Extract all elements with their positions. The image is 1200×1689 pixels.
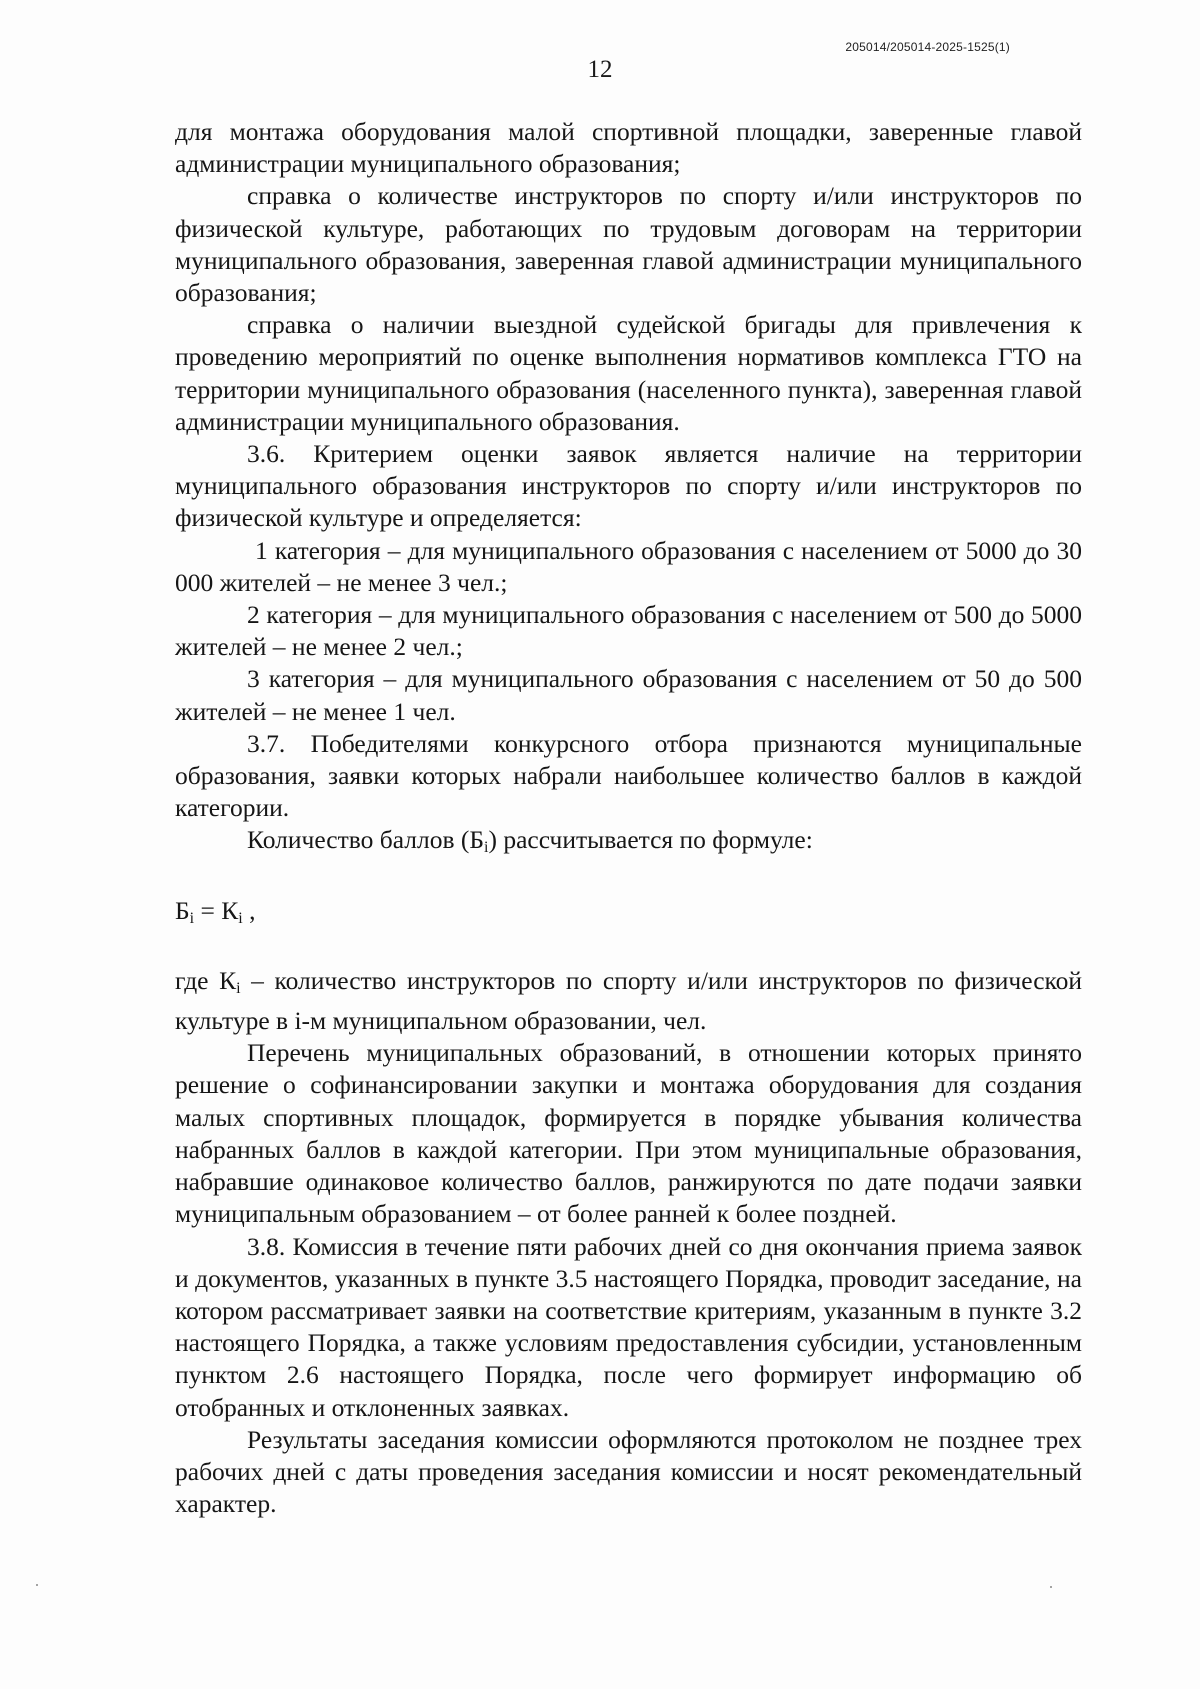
text-run: где К (175, 965, 237, 995)
text-run: ) рассчитывается по формуле: (488, 825, 813, 855)
text-run: Количество баллов (Б (247, 825, 485, 855)
document-id: 205014/205014-2025-1525(1) (845, 40, 1010, 54)
scan-speck (1050, 1586, 1052, 1588)
paragraph: справка о количестве инструкторов по спорту и/или инструкторов по физической культуре, работающих по трудовым договорам на территории муниципального образования, заверенная главой администрации муниципального образования; (175, 181, 1082, 308)
paragraph: 1 категория – для муниципального образования с населением от 5000 до 30 000 жителей – не менее 3 чел.; (175, 535, 1082, 597)
paragraph: справка о наличии выездной судейской бригады для привлечения к проведению мероприятий по оценке выполнения нормативов комплекса ГТО на территории муниципального образования (населенного пункта), заверенная главой администрации муниципального образования. (175, 310, 1082, 436)
paragraph (175, 965, 1082, 1037)
subscript: i (238, 909, 243, 927)
text-run: , (242, 895, 256, 925)
paragraph: 3.6. Критерием оценки заявок является наличие на территории муниципального образования инструкторов по спорту и/или инструкторов по физической культуре и определяется: (175, 439, 1082, 533)
subscript: i (236, 979, 241, 997)
paragraph: 3.8. Комиссия в течение пяти рабочих дней со дня окончания приема заявок и документов, указанных в пункте 3.5 настоящего Порядка, проводит заседание, на котором рассматривает заявки на соответствие критериям, указанным в пункте 3.2 настоящего Порядка, а также условиям предоставления субсидии, установленным пунктом 2.6 настоящего Порядка, после чего формирует информацию об отобранных и отклоненных заявках. (175, 1231, 1082, 1422)
subscript: i (189, 909, 195, 927)
paragraph: 3 категория – для муниципального образования с населением от 50 до 500 жителей – не менее 1 чел. (175, 664, 1082, 726)
text-run: – количество инструкторов по спорту и/или инструкторов по физической культуре в i-м муниципальном образовании, чел. (175, 965, 1082, 1036)
scan-speck (36, 1584, 38, 1586)
paragraph: Результаты заседания комиссии оформляются протоколом не позднее трех рабочих дней с даты проведения заседания комиссии и носят рекомендательный характер. (175, 1424, 1082, 1519)
document-body (175, 116, 1082, 1520)
text-run: Б (175, 895, 190, 925)
subscript: i (484, 839, 489, 857)
paragraph: Перечень муниципальных образований, в отношении которых принято решение о софинансировании закупки и монтажа оборудования для создания малых спортивных площадок, формируется в порядке убывания количества набранных баллов в каждой категории. При этом муниципальные образования, набравшие одинаковое количество баллов, ранжируются по дате подачи заявки муниципальным образованием – от более ранней к более поздней. (175, 1038, 1082, 1229)
page-number: 12 (587, 56, 613, 83)
paragraph (175, 824, 1082, 864)
formula (175, 895, 1082, 935)
paragraph: 3.7. Победителями конкурсного отбора признаются муниципальные образования, заявки которых набрали наибольшее количество баллов в каждой категории. (175, 728, 1082, 823)
paragraph: для монтажа оборудования малой спортивной площадки, заверенные главой администрации муниципального образования; (175, 117, 1082, 179)
paragraph: 2 категория – для муниципального образования с населением от 500 до 5000 жителей – не менее 2 чел.; (175, 600, 1082, 662)
text-run: = К (194, 895, 239, 925)
